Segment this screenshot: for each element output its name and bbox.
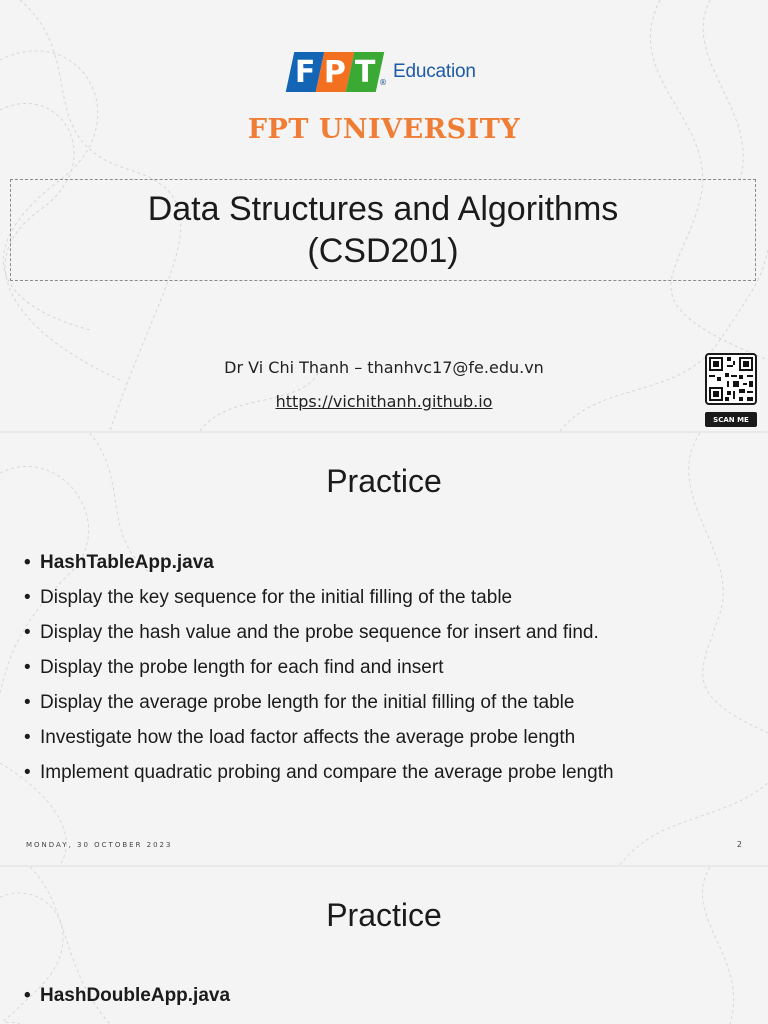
course-code: (CSD201) [307,232,459,270]
logo-letter-t: T [346,52,385,92]
cover-slide [0,0,768,431]
logo-letter-f: F [286,52,325,92]
list-item: • Display the hash value and the probe sequence for insert and find. [24,622,599,643]
bullet-list [24,550,744,795]
bullet-list [24,983,744,1018]
author-info: Dr Vi Chi Thanh – thanhvc17@fe.edu.vn [224,358,544,377]
list-item: • HashTableApp.java [24,552,214,573]
practice-slide-2 [0,867,768,1024]
fpt-education-logo [287,48,487,104]
practice-slide-1 [0,433,768,865]
university-name: FPT UNIVERSITY [247,114,521,145]
logo-education-text: Education [393,61,476,82]
course-title: Data Structures and Algorithms [147,190,619,228]
list-item: • HashDoubleApp.java [24,985,231,1006]
scan-me-label: SCAN ME [705,412,757,427]
slide-title: Practice [326,463,442,499]
list-item: • Display the probe length for each find and insert [24,657,444,678]
list-item: • Investigate how the load factor affects the average probe length [24,727,576,748]
logo-letter-p: P [316,52,355,92]
slide-date: MONDAY, 30 OCTOBER 2023 [26,841,173,849]
slide-title: Practice [326,897,442,933]
list-item: • Display the key sequence for the initial filling of the table [24,587,513,608]
title-box [10,179,756,281]
website-link[interactable]: https://vichithanh.github.io [275,392,493,411]
list-item: • Display the average probe length for the initial filling of the table [24,692,575,713]
qr-code-icon[interactable] [705,353,757,405]
list-item: • Implement quadratic probing and compare the average probe length [24,762,614,783]
slide-number: 2 [736,840,742,849]
logo-registered-mark: ® [379,78,387,87]
